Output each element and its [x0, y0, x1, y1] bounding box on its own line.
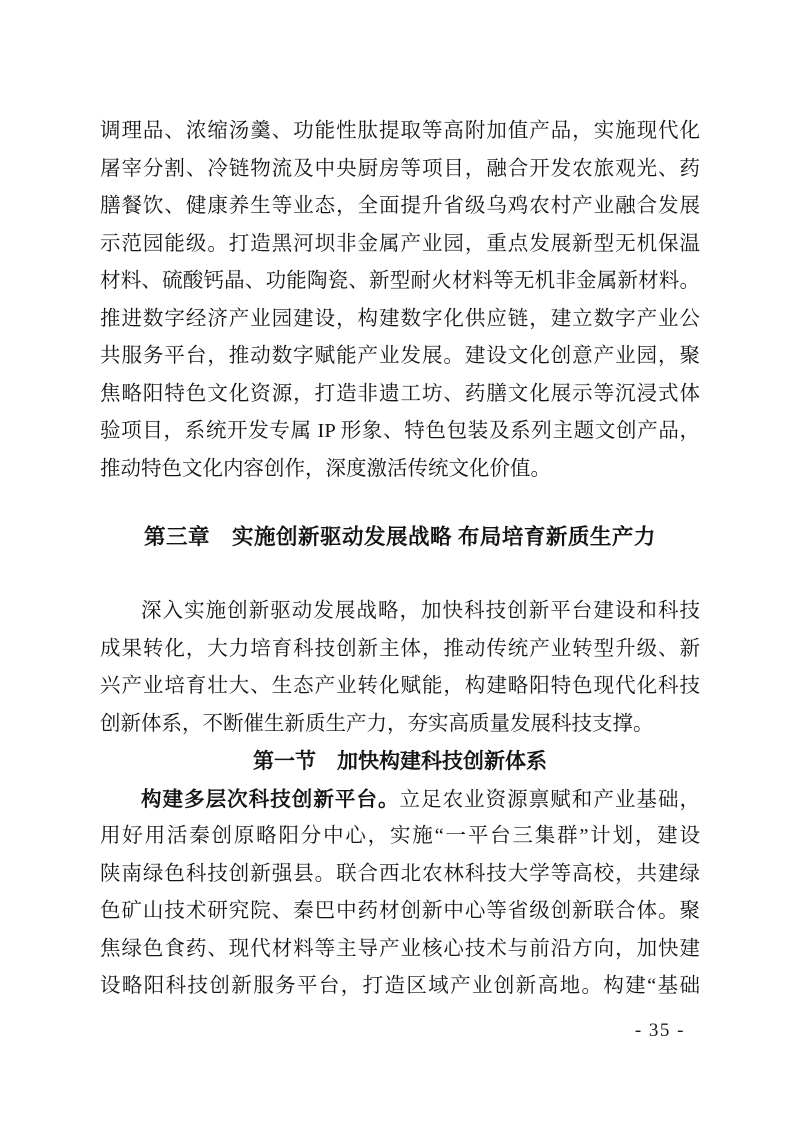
paragraph-lead-rest: 立足农业资源禀赋和产业基础，	[399, 788, 701, 811]
body-text-line: 兴产业培育壮大、生态产业转化赋能，构建略阳特色现代化科技	[100, 675, 700, 697]
body-text-line: 深入实施创新驱动发展战略，加快科技创新平台建设和科技	[141, 600, 700, 622]
paragraph-lead-bold: 构建多层次科技创新平台。	[141, 787, 400, 811]
section-heading: 第一节 加快构建科技创新体系	[253, 750, 547, 773]
body-text-line: 屠宰分割、冷链物流及中央厨房等项目，融合开发农旅观光、药	[100, 157, 700, 180]
body-text-line: 用好用活秦创原略阳分中心，实施“一平台三集群”计划，建设	[100, 825, 700, 847]
text-block	[100, 113, 700, 1006]
body-text-line: 推动特色文化内容创作，深度激活传统文化价值。	[100, 457, 551, 480]
body-text-line: 膳餐饮、健康养生等业态，全面提升省级乌鸡农村产业融合发展	[100, 195, 700, 217]
body-text-line: 材料、硫酸钙晶、功能陶瓷、新型耐火材料等无机非金属新材料。	[100, 270, 700, 292]
body-text-line: 陕南绿色科技创新强县。联合西北农林科技大学等高校，共建绿	[100, 862, 700, 885]
body-text-line: 创新体系，不断催生新质生产力，夯实高质量发展科技支撑。	[100, 712, 654, 735]
body-text-line: 设略阳科技创新服务平台，打造区域产业创新高地。构建“基础	[100, 975, 700, 997]
body-text-line: 示范园能级。打造黑河坝非金属产业园，重点发展新型无机保温	[100, 232, 700, 255]
body-text-line: 推进数字经济产业园建设，构建数字化供应链，建立数字产业公	[100, 307, 700, 330]
body-text-line: 验项目，系统开发专属 IP 形象、特色包装及系列主题文创产品，	[100, 420, 700, 442]
body-text-line: 焦绿色食药、现代材料等主导产业核心技术与前沿方向，加快建	[100, 937, 700, 960]
chapter-heading: 第三章 实施创新驱动发展战略 布局培育新质生产力	[144, 525, 656, 549]
page-number: - 35 -	[634, 1020, 685, 1041]
body-text-line: 焦略阳特色文化资源，打造非遗工坊、药膳文化展示等沉浸式体	[100, 382, 700, 405]
body-text-line: 成果转化，大力培育科技创新主体，推动传统产业转型升级、新	[100, 637, 700, 660]
body-text-line: 共服务平台，推动数字赋能产业发展。建设文化创意产业园，聚	[100, 345, 700, 367]
body-text-line: 调理品、浓缩汤羹、功能性肽提取等高附加值产品，实施现代化	[100, 120, 700, 142]
body-text-line	[100, 781, 700, 819]
body-text-line: 色矿山技术研究院、秦巴中药材创新中心等省级创新联合体。聚	[100, 900, 700, 922]
